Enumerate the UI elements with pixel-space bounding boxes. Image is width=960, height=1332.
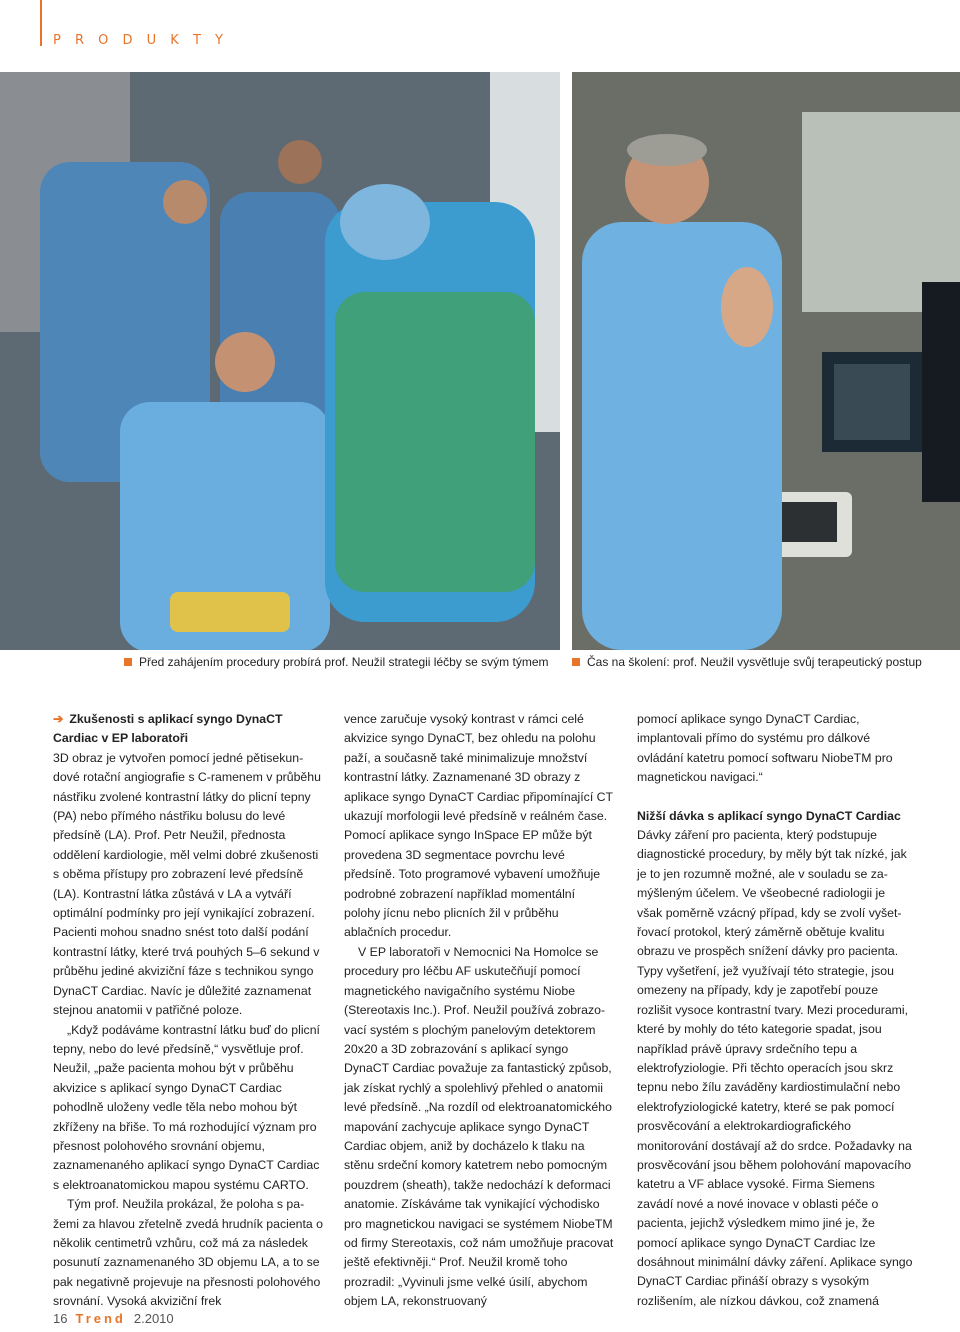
article-column-1 xyxy=(53,710,325,1312)
paragraph: V EP laboratoři v Nemocnici Na Homolce se procedury pro léčbu AF uskutečňují pomocí magnetického navigačního systému Niobe (Stereotaxis Inc.). Prof. Neužil používá zobrazovací systém s plochým panelovým detektorem 20x20 a 3D zobrazování s aplikací syngo DynaCT Cardiac považuje za fantastický způsob, jak získat rychlý a spolehlivý přehled o anatomii levé předsíně. „Na rozdíl od elektroanatomického mapování zachycuje aplikace syngo DynaCT Cardiac objem, aniž by docházelo k tlaku na stěnu srdeční komory katetrem nebo pomocným pouzdrem (sheath), takže nedochází k deformaci anatomie. Získáváme tak vynikající východisko pro magnetickou navigaci se systémem NiobeTM od firmy Stereotaxis, což nám umožňuje pracovat ještě efektivněji.“ Prof. Neužil kromě toho prozradil: „Vyvinuli jsme velké úsilí, abychom objem LA, rekonstruovaný xyxy=(344,944,614,1309)
section-heading: Nižší dávka s aplikací syngo DynaCT Cardiac xyxy=(637,808,901,823)
caption-bullet-icon xyxy=(124,658,132,666)
paragraph: pomocí aplikace syngo DynaCT Cardiac, implantovali přímo do systému pro dálkové ovládání katetru pomocí softwaru NiobeTM pro magnetickou navigaci.“ xyxy=(637,712,893,785)
paragraph: Tým prof. Neužila prokázal, že poloha s pažemi za hlavou zřetelně zvedá hrudník pacienta o několik centimetrů vzhůru, což má za následek posunutí zaznamenaného 3D objemu LA, a to se pak negativně projevuje na přesnosti polohového srovnání. Vysoká akviziční frek xyxy=(53,1197,324,1309)
section-label: P R O D U K T Y xyxy=(53,33,228,48)
header-accent-bar xyxy=(40,0,42,46)
paragraph: „Když podáváme kontrastní látku buď do plicní tepny, nebo do levé předsíně,“ vysvětluje prof. Neužil, „paže pacienta mohou být v průběhu akvizice s aplikací syngo DynaCT Cardiac pohodlně uloženy vedle těla nebo mohou být zkříženy na břiše. To má rozhodující význam pro přesnost polohového srovnání objemu, zaznamenaného aplikací syngo DynaCT Cardiac s elektroanatomickou mapou systému CARTO. xyxy=(53,1022,320,1192)
page-number: 16 xyxy=(53,1311,68,1326)
page-footer xyxy=(53,1311,174,1326)
right-photo-caption: Čas na školení: prof. Neužil vysvětluje svůj terapeutický postup xyxy=(572,655,922,669)
left-photo-caption: Před zahájením procedury probírá prof. Neužil strategii léčby se svým týmem xyxy=(124,655,549,669)
article-column-3 xyxy=(637,710,913,1311)
team-photo xyxy=(0,72,560,650)
paragraph: vence zaručuje vysoký kontrast v rámci celé akvizice syngo DynaCT, bez ohledu na polohu paží, a současně také minimalizuje množství kontrastní látky. Zaznamenané 3D obrazy z aplikace syngo DynaCT Cardiac připomínající CT ukazují morfologii levé předsíně v reálném čase. Pomocí aplikace syngo InSpace EP může být provedena 3D segmentace povrchu levé předsíně. Toto programové vybavení umožňuje podrobné zobrazení například momentální polohy jícnu nebo plicních žil v průběhu ablačních procedur. xyxy=(344,712,613,940)
training-photo xyxy=(572,72,960,650)
arrow-right-icon: ➔ xyxy=(53,712,64,726)
magazine-brand: Trend xyxy=(75,1311,126,1326)
section-heading: ➔ Zkušenosti s aplikací syngo DynaCT Cardiac v EP laboratoři xyxy=(53,712,283,746)
issue-number: 2.2010 xyxy=(133,1311,174,1326)
caption-bullet-icon xyxy=(572,658,580,666)
article-column-2 xyxy=(344,710,614,1312)
paragraph: 3D obraz je vytvořen pomocí jedné pětisekundové rotační angiografie s C-ramenem v průběhu nástřiku zvolené kontrastní látky do plicní tepny (PA) nebo přímého nástřiku bolusu do levé předsíně (LA). Prof. Petr Neužil, přednosta oddělení kardiologie, měl velmi dobré zkušenosti s oběma přístupy pro zobrazení levé předsíně (LA). Kontrastní látka zůstává v LA a vytváří optimální podmínky pro její vynikající zobrazení. Pacienti mohou snadno snést toto další podání kontrastní látky, které trvá pouhých 5–6 sekund v průběhu jediné akviziční fáze s technikou syngo DynaCT Cardiac. Navíc je důležité zaznamenat stejnou anatomii v patřičné poloze. xyxy=(53,750,321,1018)
paragraph: Dávky záření pro pacienta, který podstupuje diagnostické procedury, by měly být tak nízké, jak je to jen rozumně možné, ale v souladu se zamýšleným účelem. Ve všeobecné radiologii je však poměrně vzácný případ, kdy se zvolí vyšetřovací protokol, který záměrně obětuje kvalitu obrazu ve prospěch snížení dávky pro pacienta. Typy vyšetření, jež využívají této strategie, jsou omezeny na případy, kdy je zapotřebí pouze rozlišit vysoce kontrastní tvary. Mezi procedurami, které by mohly do této kategorie spadat, jsou například právě úpravy srdečního tepu a elektrofyziologie. Při těchto operacích jsou skrz tepnu nebo žílu zaváděny kardiostimulační nebo elektrofyziologické katetry, které se pak pomocí prosvěcování a elektrokardiografického monitorování dostávají až do srdce. Požadavky na prosvěcování jsou během polohování mapovacího katetru a VF ablace vysoké. Firma Siemens zavádí nové a nové inovace v oblasti péče o pacienta, jejichž výsledkem mimo jiné je, že pomocí aplikace syngo DynaCT Cardiac lze dosáhnout minimální dávky záření. Aplikace syngo DynaCT Cardiac přináší obrazy s vysokým rozlišením, ale nízkou dávkou, což znamená xyxy=(637,828,913,1308)
